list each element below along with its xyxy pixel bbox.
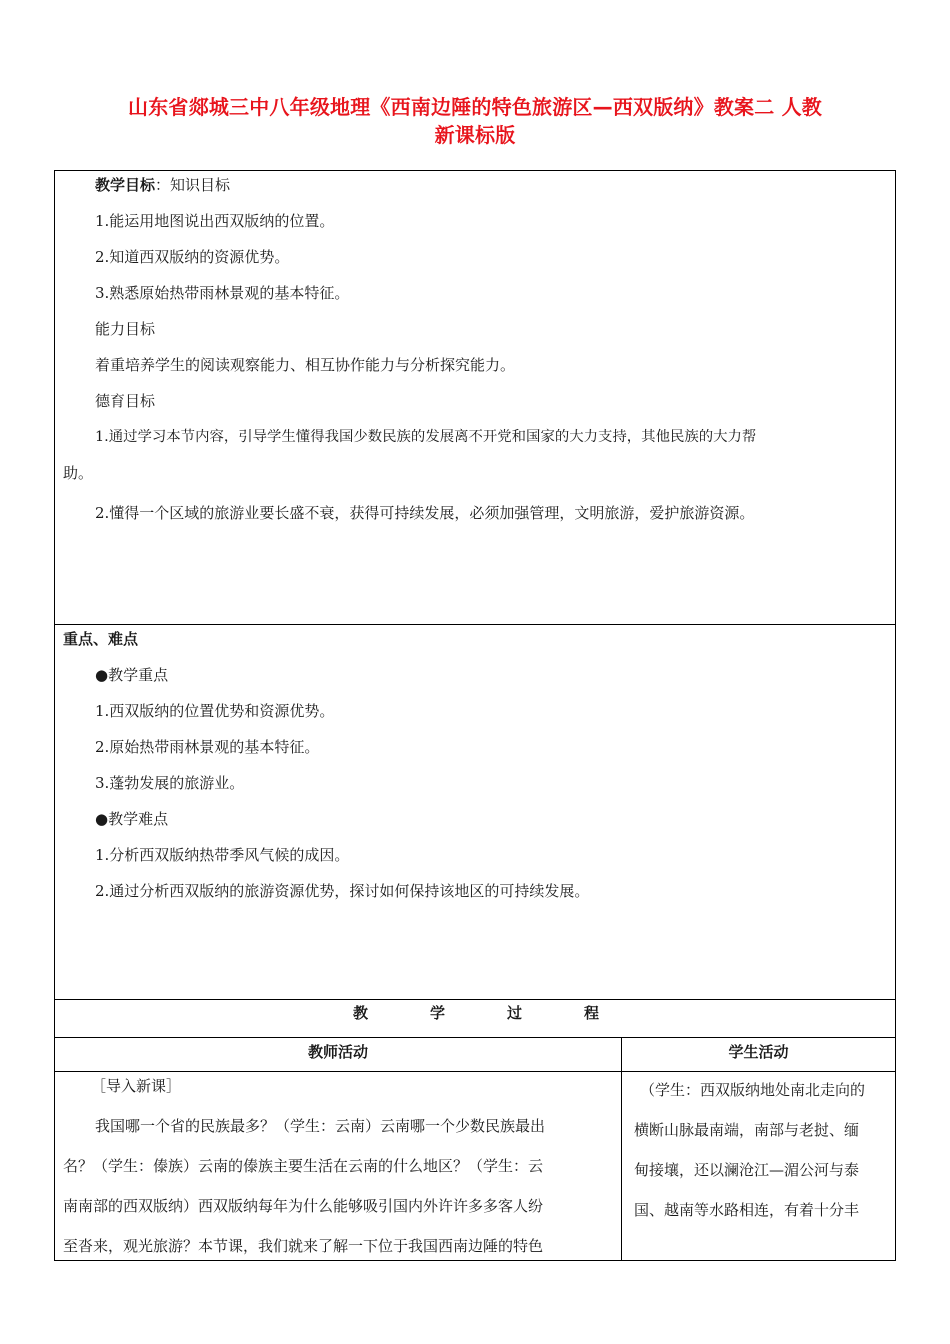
title-line-1: 山东省郯城三中八年级地理《西南边陲的特色旅游区—西双版纳》教案二 人教: [128, 95, 822, 119]
knowledge-item-2: 2.知道西双版纳的资源优势。: [95, 248, 290, 266]
moral-heading: 德育目标: [95, 392, 156, 410]
moral-item-2: 2.懂得一个区域的旅游业要长盛不衰，获得可持续发展，必须加强管理，文明旅游，爱护旅游资源。: [95, 504, 755, 522]
student-line-1: （学生：西双版纳地处南北走向的: [640, 1081, 866, 1099]
teacher-line-5: 至沓来，观光旅游？本节课，我们就来了解一下位于我国西南边陲的特色: [63, 1237, 544, 1255]
student-line-2: 横断山脉最南端，南部与老挝、缅: [634, 1121, 860, 1139]
knowledge-heading: ：知识目标: [155, 176, 231, 194]
teacher-line-3: 名？（学生：傣族）云南的傣族主要生活在云南的什么地区？（学生：云: [63, 1157, 544, 1175]
objectives-section: [54, 170, 896, 625]
teacher-line-1: ［导入新课］: [91, 1077, 182, 1095]
focus-item-2: 2.原始热带雨林景观的基本特征。: [95, 738, 320, 756]
keypoints-section: [54, 624, 896, 1000]
process-heading: 教学过程: [352, 1004, 661, 1022]
teacher-line-2: 我国哪一个省的民族最多？（学生：云南）云南哪一个少数民族最出: [95, 1117, 546, 1135]
title-line-2: 新课标版: [434, 123, 516, 147]
teacher-column-header: [54, 1037, 622, 1072]
document-title: [60, 93, 890, 149]
student-line-3: 甸接壤，还以澜沧江—湄公河与泰: [634, 1161, 860, 1179]
objectives-heading: 教学目标: [95, 176, 156, 194]
process-heading-row: [54, 999, 896, 1038]
student-line-4: 国、越南等水路相连，有着十分丰: [634, 1201, 860, 1219]
student-activity-cell: [621, 1071, 896, 1261]
focus-heading: ●教学重点: [95, 666, 169, 684]
teacher-line-4: 南南部的西双版纳）西双版纳每年为什么能够吸引国内外许许多多客人纷: [63, 1197, 544, 1215]
moral-item-1-line-1: 1.通过学习本节内容，引导学生懂得我国少数民族的发展离不开党和国家的大力支持，其他民族的大力帮: [95, 429, 757, 445]
difficulty-heading: ●教学难点: [95, 810, 169, 828]
objectives-heading-row: [95, 175, 230, 195]
knowledge-item-1: 1.能运用地图说出西双版纳的位置。: [95, 212, 335, 230]
focus-item-3: 3.蓬勃发展的旅游业。: [95, 774, 245, 792]
knowledge-item-3: 3.熟悉原始热带雨林景观的基本特征。: [95, 284, 350, 302]
teacher-header-label: 教师活动: [307, 1043, 368, 1061]
moral-item-1-line-2: 助。: [63, 464, 94, 482]
student-header-label: 学生活动: [728, 1043, 789, 1061]
ability-heading: 能力目标: [95, 320, 156, 338]
keypoints-heading: 重点、难点: [63, 630, 139, 648]
teacher-activity-cell: [54, 1071, 622, 1261]
focus-item-1: 1.西双版纳的位置优势和资源优势。: [95, 702, 335, 720]
ability-text: 着重培养学生的阅读观察能力、相互协作能力与分析探究能力。: [95, 356, 516, 374]
student-column-header: [621, 1037, 896, 1072]
difficulty-item-1: 1.分析西双版纳热带季风气候的成因。: [95, 846, 350, 864]
difficulty-item-2: 2.通过分析西双版纳的旅游资源优势，探讨如何保持该地区的可持续发展。: [95, 882, 590, 900]
